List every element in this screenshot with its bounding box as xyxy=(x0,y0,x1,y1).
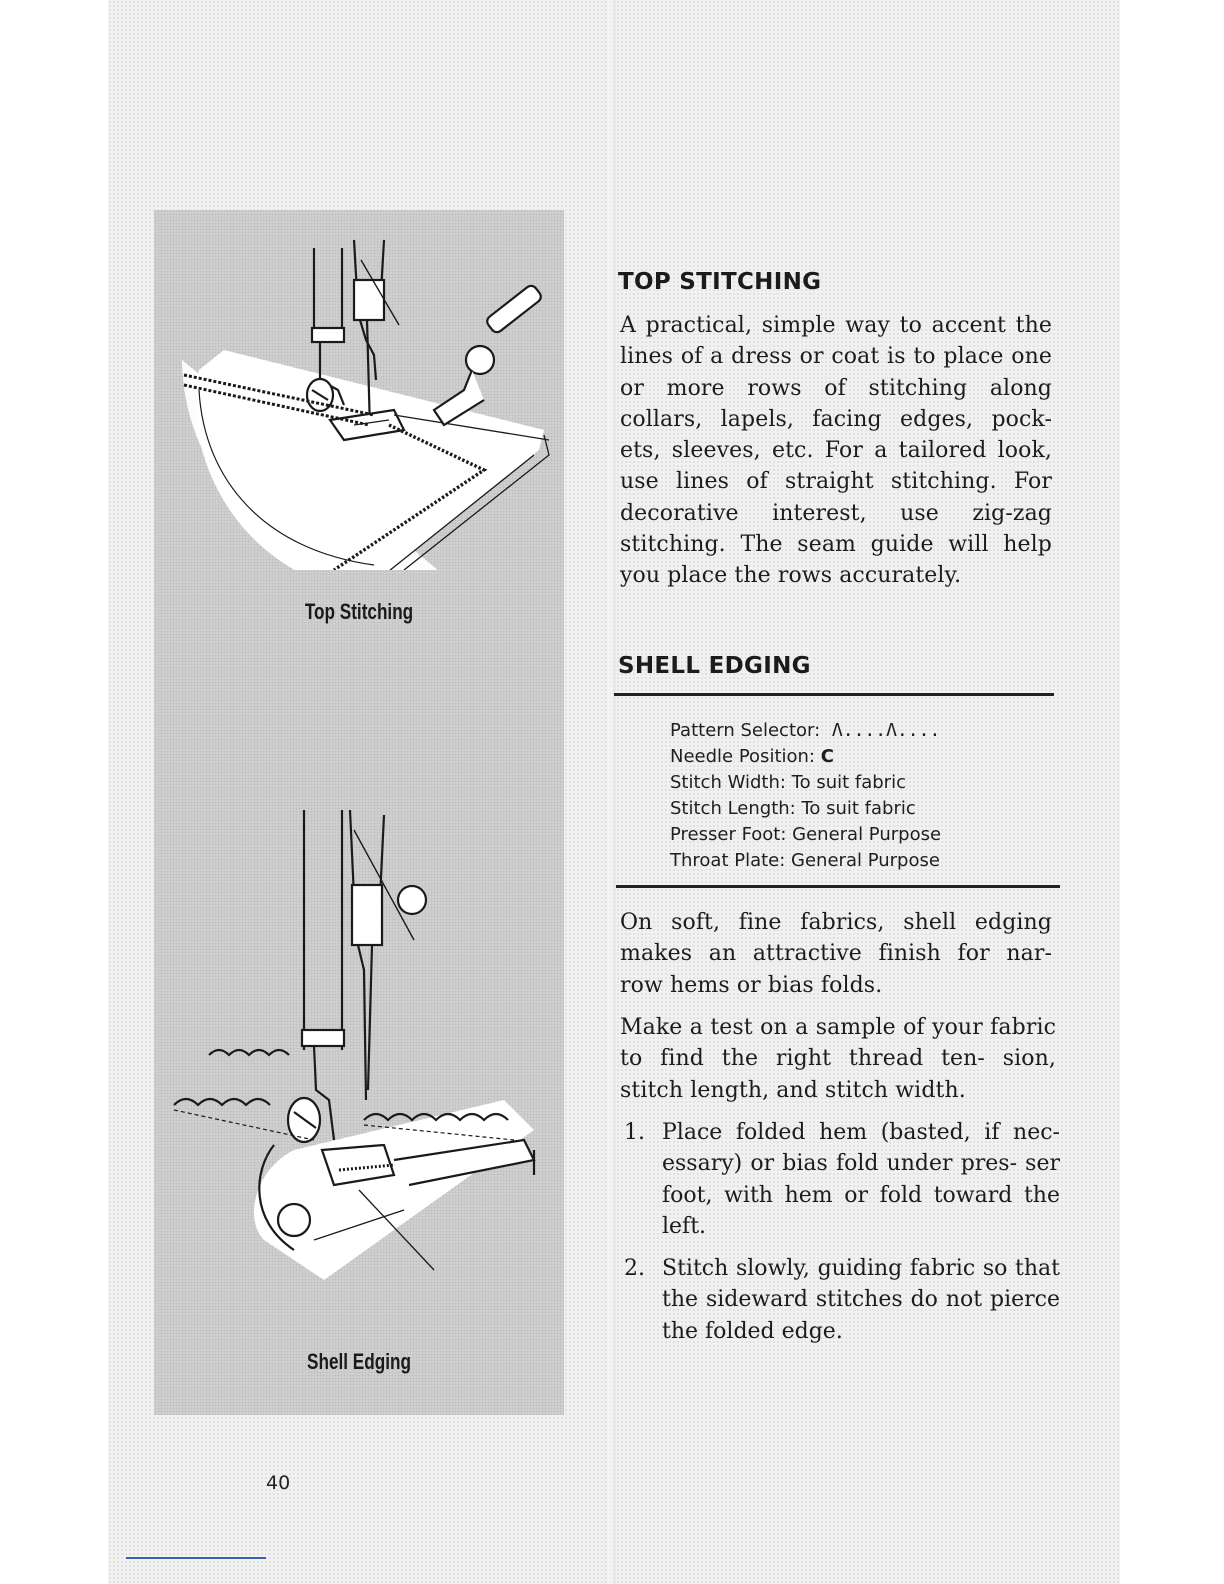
machine-settings xyxy=(670,718,941,874)
step-text: Stitch slowly, guiding fabric so that the sideward stitches do not pierce the folded edge. xyxy=(662,1256,1060,1344)
needle-position-value: C xyxy=(820,746,834,767)
page-fold xyxy=(604,0,616,1584)
illustration-panel xyxy=(154,210,564,1415)
shell-edging-intro: On soft, fine fabrics, shell edging makes an attractive finish for nar- row hems or bias folds. xyxy=(620,910,1052,998)
shell-edging-heading: SHELL EDGING xyxy=(618,653,811,679)
pattern-selector-value: Λ....Λ.... xyxy=(831,720,941,741)
top-stitching-paragraph: A practical, simple way to accent the lines of a dress or coat is to place one or more rows of stitching along collars, lapels, facing edges, pock- ets, sleeves, etc. For a tailored look, use lines of straight stitching. For decorative interest, use zig-zag stitching. The seam guide will help you place the rows accurately. xyxy=(620,313,1052,589)
needle-position-row xyxy=(670,744,941,770)
page-number: 40 xyxy=(266,1472,291,1494)
throat-plate-row: Throat Plate: General Purpose xyxy=(670,850,940,871)
step-number: 1. xyxy=(624,1120,645,1145)
top-stitching-illustration xyxy=(154,230,564,570)
shell-edging-illustration xyxy=(154,800,564,1340)
bottom-edge-line xyxy=(126,1557,266,1559)
step-item xyxy=(620,1117,1060,1242)
presser-foot-row: Presser Foot: General Purpose xyxy=(670,824,942,845)
stitch-width-row: Stitch Width: To suit fabric xyxy=(670,772,906,793)
pattern-selector-row xyxy=(670,718,941,744)
top-stitching-heading: TOP STITCHING xyxy=(618,269,822,295)
shell-edging-steps xyxy=(620,1117,1060,1358)
pattern-selector-label: Pattern Selector: xyxy=(670,720,821,741)
settings-top-rule xyxy=(614,693,1054,696)
step-number: 2. xyxy=(624,1256,645,1282)
needle-position-label: Needle Position: xyxy=(670,746,815,767)
shell-edging-caption: Shell Edging xyxy=(307,1349,411,1374)
step-text: Place folded hem (basted, if nec- essary) or bias fold under pres- ser foot, with hem or fold toward the left. xyxy=(662,1120,1060,1239)
shell-edging-test-note: Make a test on a sample of your fabric to find the right thread ten- sion, stitch length, and stitch width. xyxy=(620,1015,1056,1103)
stitch-length-row: Stitch Length: To suit fabric xyxy=(670,798,916,819)
top-stitching-caption: Top Stitching xyxy=(304,599,414,624)
settings-bottom-rule xyxy=(616,885,1060,888)
step-item xyxy=(620,1253,1060,1347)
